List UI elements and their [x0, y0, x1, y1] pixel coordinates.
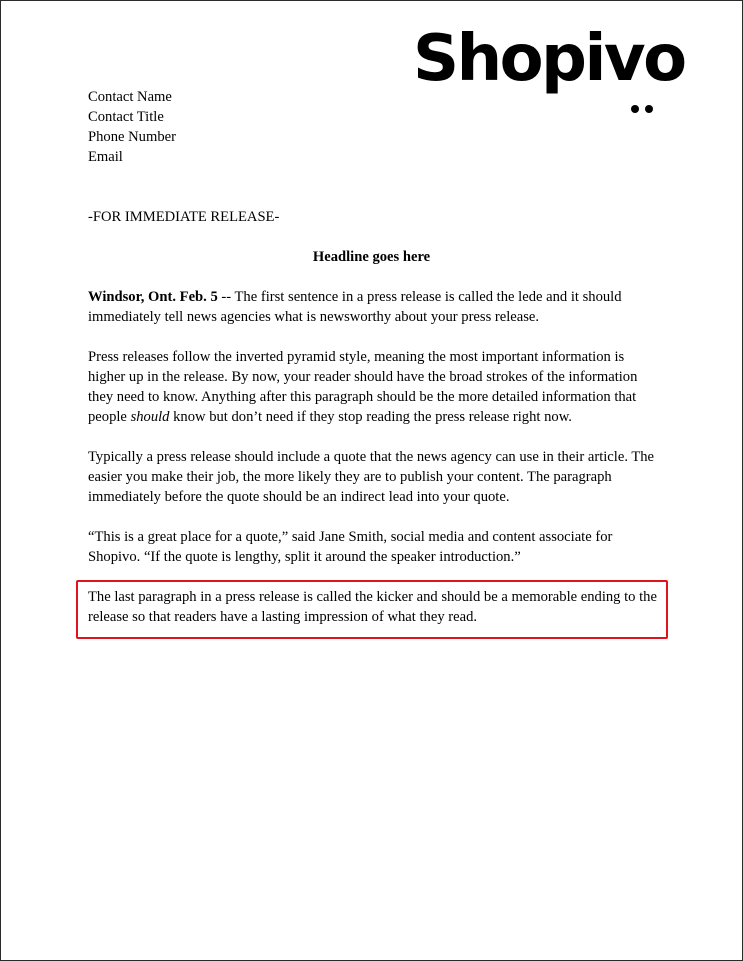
body-line-4	[88, 407, 660, 427]
logo-wordmark: Shopivo	[413, 22, 685, 96]
contact-email: Email	[88, 149, 123, 165]
body-line-4-start: people	[88, 409, 131, 425]
headline: Headline goes here	[312, 249, 431, 265]
quote-intro-line-2: easier you make their job, the more likely they are to publish your content. The paragraph	[88, 469, 612, 485]
lede-line-1	[88, 287, 660, 307]
body-line-1: Press releases follow the inverted pyramid style, meaning the most important information is	[88, 349, 625, 365]
body-paragraph	[88, 347, 660, 427]
quote-intro-line-3: immediately before the quote should be an indirect lead into your quote.	[88, 489, 510, 505]
kicker-line-1: The last paragraph in a press release is called the kicker and should be a memorable ending to the	[88, 589, 657, 605]
quote-line-2: Shopivo. “If the quote is lengthy, split it around the speaker introduction.”	[88, 549, 521, 565]
contact-block	[88, 87, 176, 167]
brand-logo	[413, 21, 713, 101]
contact-title: Contact Title	[88, 109, 164, 125]
logo-dot-left-icon	[631, 105, 639, 113]
quote-paragraph	[88, 527, 660, 567]
body-emphasis: should	[130, 409, 170, 425]
body-line-2: higher up in the release. By now, your reader should have the broad strokes of the information	[88, 369, 638, 385]
quote-intro-line-1: Typically a press release should include a quote that the news agency can use in their article. The	[88, 449, 655, 465]
lede-line-1-text: -- The first sentence in a press release is called the lede and it should	[217, 289, 622, 305]
lede-line-2: immediately tell news agencies what is newsworthy about your press release.	[88, 309, 540, 325]
quote-intro-paragraph	[88, 447, 660, 507]
lede-paragraph	[88, 287, 660, 327]
logo-dot-right-icon	[645, 105, 653, 113]
body-line-3: they need to know. Anything after this paragraph should be the more detailed information that	[88, 389, 637, 405]
kicker-paragraph	[88, 587, 660, 627]
body-line-4-end: know but don’t need if they stop reading the press release right now.	[169, 409, 572, 425]
release-notice: -FOR IMMEDIATE RELEASE-	[88, 209, 280, 225]
contact-phone: Phone Number	[88, 129, 176, 145]
dateline: Windsor, Ont. Feb. 5	[88, 289, 218, 305]
kicker-line-2: release so that readers have a lasting impression of what they read.	[88, 609, 478, 625]
contact-name: Contact Name	[88, 89, 172, 105]
quote-line-1: “This is a great place for a quote,” said Jane Smith, social media and content associate for	[88, 529, 613, 545]
